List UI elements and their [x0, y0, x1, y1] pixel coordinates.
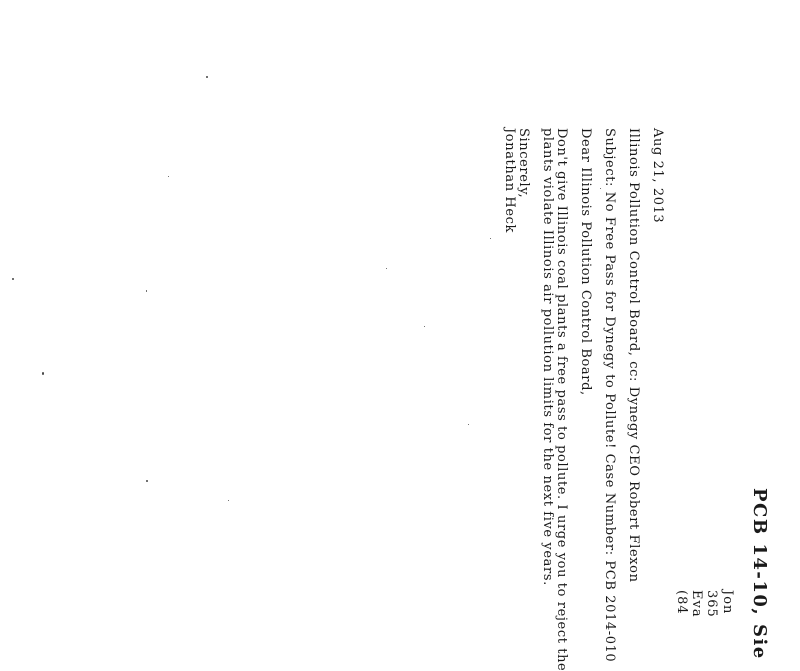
subject-line: Subject: No Free Pass for Dynegy to Pollute! Case Number: PCB 2014-010 [602, 128, 617, 663]
scan-speck [468, 424, 469, 425]
scan-speck [146, 480, 148, 482]
scan-speck [146, 290, 147, 292]
body-line-1: Don't give Illinois coal plants a free pass to pollute. I urge you to reject the [554, 128, 569, 671]
scan-speck [424, 326, 425, 327]
scan-speck [168, 176, 169, 177]
sender-address-line-4: (84 [674, 590, 689, 615]
scan-speck [12, 278, 14, 280]
docket-header: PCB 14-10, Sie [749, 488, 770, 660]
sender-address-line-2: 365 [704, 590, 719, 618]
recipient-line: Illinois Pollution Control Board, cc: Dynegy CEO Robert Flexon [626, 128, 641, 583]
scan-speck [490, 238, 491, 239]
salutation: Dear Illinois Pollution Control Board, [578, 128, 593, 396]
closing: Sincerely, [516, 128, 531, 199]
body-line-2: plants violate Illinois air pollution limits for the next five years. [540, 128, 555, 586]
signature-name: Jonathan Heck [502, 128, 517, 234]
scan-speck [600, 188, 601, 189]
scan-speck [228, 500, 229, 501]
scan-speck [42, 372, 44, 375]
letter-date: Aug 21, 2013 [650, 128, 665, 224]
sender-address-line-1: Jon [720, 590, 735, 615]
scan-speck [206, 76, 208, 78]
scan-speck [386, 268, 387, 269]
sender-address-line-3: Eva [689, 590, 704, 618]
